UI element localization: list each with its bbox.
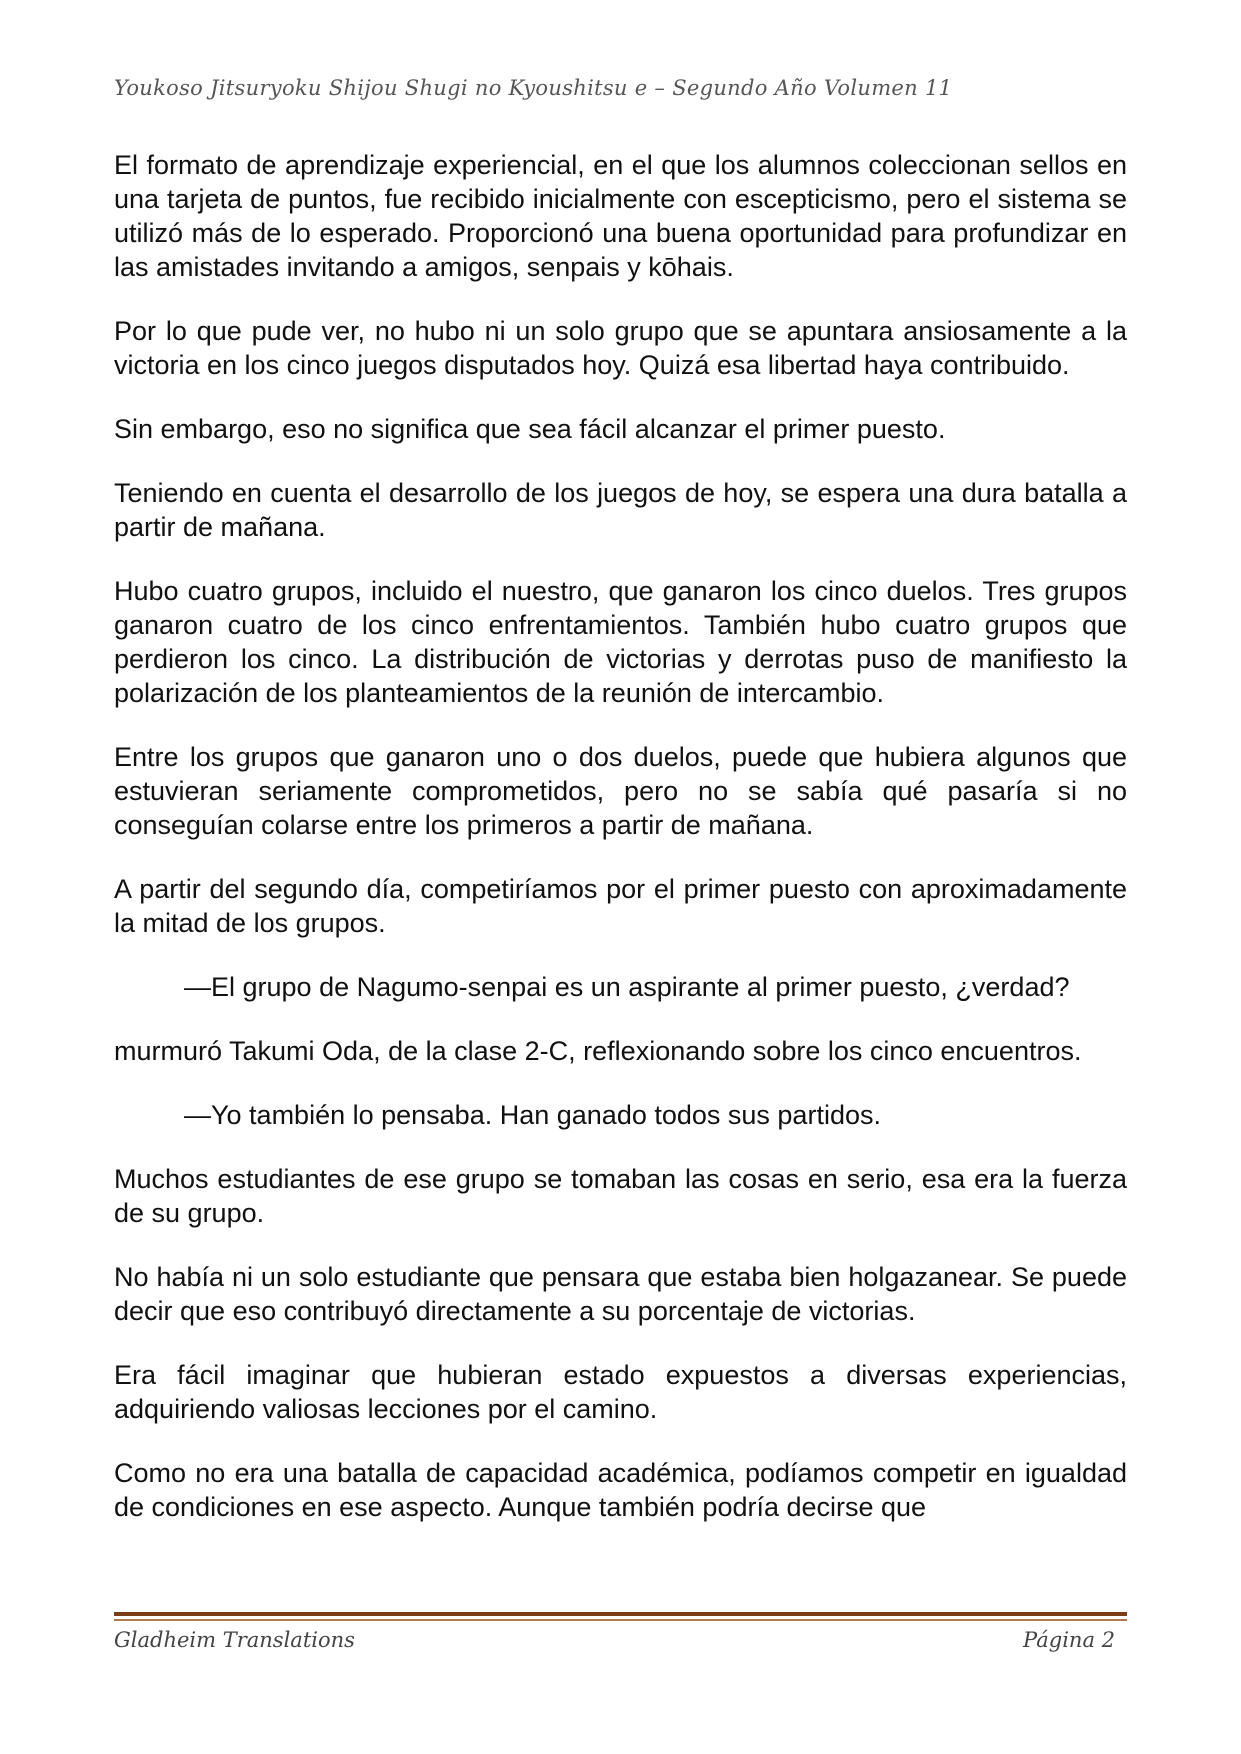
paragraph: No había ni un solo estudiante que pensara que estaba bien holgazanear. Se puede decir que eso contribuyó directamente a su porcentaje de victorias. xyxy=(114,1262,1127,1326)
paragraph: A partir del segundo día, competiríamos por el primer puesto con aproximadamente la mitad de los grupos. xyxy=(114,874,1127,938)
running-header: Youkoso Jitsuryoku Shijou Shugi no Kyoushitsu e – Segundo Año Volumen 11 xyxy=(114,76,953,100)
paragraph: Era fácil imaginar que hubieran estado expuestos a diversas experiencias, adquiriendo valiosas lecciones por el camino. xyxy=(114,1360,1127,1424)
paragraph: Sin embargo, eso no significa que sea fácil alcanzar el primer puesto. xyxy=(114,414,946,444)
paragraph: El formato de aprendizaje experiencial, en el que los alumnos coleccionan sellos en una tarjeta de puntos, fue recibido inicialmente con escepticismo, pero el sistema se utilizó más de lo esperado. Proporcionó una buena oportunidad para profundizar en las amistades invitando a amigos, senpais y kōhais. xyxy=(114,150,1127,282)
footer-credit: Gladheim Translations xyxy=(114,1628,355,1652)
dialogue-line: —El grupo de Nagumo-senpai es un aspirante al primer puesto, ¿verdad? xyxy=(184,972,1070,1002)
page-number: Página 2 xyxy=(1023,1628,1115,1652)
paragraph: Por lo que pude ver, no hubo ni un solo grupo que se apuntara ansiosamente a la victoria en los cinco juegos disputados hoy. Quizá esa libertad haya contribuido. xyxy=(114,316,1127,380)
paragraph: Teniendo en cuenta el desarrollo de los juegos de hoy, se espera una dura batalla a partir de mañana. xyxy=(114,478,1127,542)
paragraph: Como no era una batalla de capacidad académica, podíamos competir en igualdad de condiciones en ese aspecto. Aunque también podría decirse que xyxy=(114,1458,1127,1522)
footer-rule-thin xyxy=(114,1619,1127,1621)
paragraph: Hubo cuatro grupos, incluido el nuestro, que ganaron los cinco duelos. Tres grupos ganaron cuatro de los cinco enfrentamientos. También hubo cuatro grupos que perdieron los cinco. La distribución de victorias y derrotas puso de manifiesto la polarización de los planteamientos de la reunión de intercambio. xyxy=(114,576,1127,708)
paragraph: Muchos estudiantes de ese grupo se tomaban las cosas en serio, esa era la fuerza de su grupo. xyxy=(114,1164,1127,1228)
paragraph: Entre los grupos que ganaron uno o dos duelos, puede que hubiera algunos que estuvieran seriamente comprometidos, pero no se sabía qué pasaría si no conseguían colarse entre los primeros a partir de mañana. xyxy=(114,742,1127,840)
footer-rule-thick xyxy=(114,1612,1127,1616)
page-body xyxy=(114,148,1127,1524)
paragraph: murmuró Takumi Oda, de la clase 2-C, reflexionando sobre los cinco encuentros. xyxy=(114,1036,1082,1066)
dialogue-line: —Yo también lo pensaba. Han ganado todos sus partidos. xyxy=(184,1100,881,1130)
